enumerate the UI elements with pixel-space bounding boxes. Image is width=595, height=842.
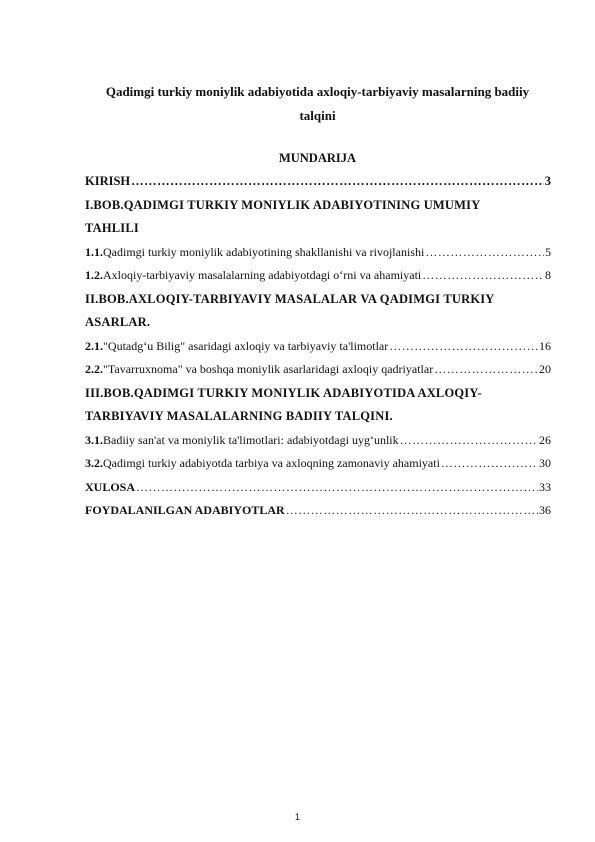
toc-leader-dots: [131, 170, 544, 194]
toc-page-number: 36: [539, 503, 551, 517]
toc-entry-text: Qadimgi turkiy moniylik adabiyotining shakllanishi va rivojlanishi: [103, 244, 425, 259]
toc-page-number: 5: [545, 244, 551, 259]
toc-entry-text: FOYDALANILGAN ADABIYOTLAR: [85, 503, 285, 517]
toc-page-number: 3: [544, 174, 551, 188]
chapter-title-line: II.BOB.AXLOQIY-TARBIYAVIY MASALALAR VA QADIMGI TURKIY: [85, 291, 495, 306]
toc-entry-2-2[interactable]: [85, 358, 551, 382]
toc-entry-1-1[interactable]: [85, 241, 551, 265]
toc-page-number: 8: [545, 268, 551, 282]
toc-entry-text: Badiiy san'at va moniylik ta'limotlari: adabiyotdagi uyg‘unlik: [103, 432, 399, 447]
toc-entry-3-1[interactable]: [85, 429, 551, 453]
toc-entry-text: "Qutadg‘u Bilig" asaridagi axloqiy va tarbiyaviy ta'limotlar: [103, 338, 389, 353]
toc-leader-dots: [422, 264, 544, 288]
toc-entry-text: XULOSA: [85, 479, 136, 494]
toc-page-number: 33: [539, 479, 551, 494]
toc-entry-text: KIRISH: [85, 174, 131, 188]
toc-entry-number: 1.2.: [85, 268, 103, 282]
document-title: [70, 80, 565, 128]
toc-entry-number: 1.1.: [85, 244, 103, 259]
toc-entry-text: Qadimgi turkiy adabiyotda tarbiya va axloqning zamonaviy ahamiyati: [103, 456, 440, 470]
toc-chapter-2[interactable]: [85, 288, 551, 335]
chapter-title-line: ASARLAR.: [85, 315, 151, 329]
table-of-contents: [85, 170, 551, 523]
chapter-title-line: TARBIYAVIY MASALALARNING BADIIY TALQINI.: [85, 409, 393, 423]
toc-entry-text: "Tavarruxnoma" va boshqa moniylik asarlaridagi axloqiy qadriyatlar: [103, 362, 434, 376]
toc-page-number: 26: [539, 432, 551, 447]
toc-entry-text: Axloqiy-tarbiyaviy masalalarning adabiyotdagi o‘rni va ahamiyati: [103, 268, 422, 282]
toc-entry-xulosa[interactable]: [85, 476, 551, 500]
toc-leader-dots: [400, 429, 538, 453]
toc-leader-dots: [286, 499, 538, 523]
toc-entry-1-2[interactable]: [85, 264, 551, 288]
toc-entry-2-1[interactable]: [85, 335, 551, 359]
toc-leader-dots: [136, 476, 538, 500]
toc-entry-adabiyotlar[interactable]: [85, 499, 551, 523]
toc-page-number: 20: [539, 362, 551, 376]
toc-leader-dots: [434, 358, 538, 382]
toc-entry-number: 3.1.: [85, 432, 103, 447]
toc-leader-dots: [425, 241, 544, 265]
chapter-title-line: TAHLILI: [85, 221, 139, 235]
toc-entry-number: 2.1.: [85, 338, 103, 353]
toc-leader-dots: [441, 452, 538, 476]
toc-entry-3-2[interactable]: [85, 452, 551, 476]
toc-entry-kirish[interactable]: [85, 170, 551, 194]
chapter-title-line: III.BOB.QADIMGI TURKIY MONIYLIK ADABIYOTIDA AXLOQIY-: [85, 385, 482, 400]
page-number: 1: [294, 812, 300, 822]
toc-chapter-3[interactable]: [85, 382, 551, 429]
toc-heading: MUNDARIJA: [278, 151, 357, 165]
title-line-2: talqini: [299, 108, 336, 123]
toc-entry-number: 3.2.: [85, 456, 103, 470]
toc-chapter-1[interactable]: [85, 194, 551, 241]
toc-leader-dots: [389, 335, 538, 359]
title-line-1: Qadimgi turkiy moniylik adabiyotida axloqiy-tarbiyaviy masalarning badiiy: [105, 84, 530, 99]
toc-page-number: 16: [539, 338, 551, 353]
chapter-title-line: I.BOB.QADIMGI TURKIY MONIYLIK ADABIYOTINING UMUMIY: [85, 197, 481, 212]
toc-page-number: 30: [539, 456, 551, 470]
toc-entry-number: 2.2.: [85, 362, 103, 376]
